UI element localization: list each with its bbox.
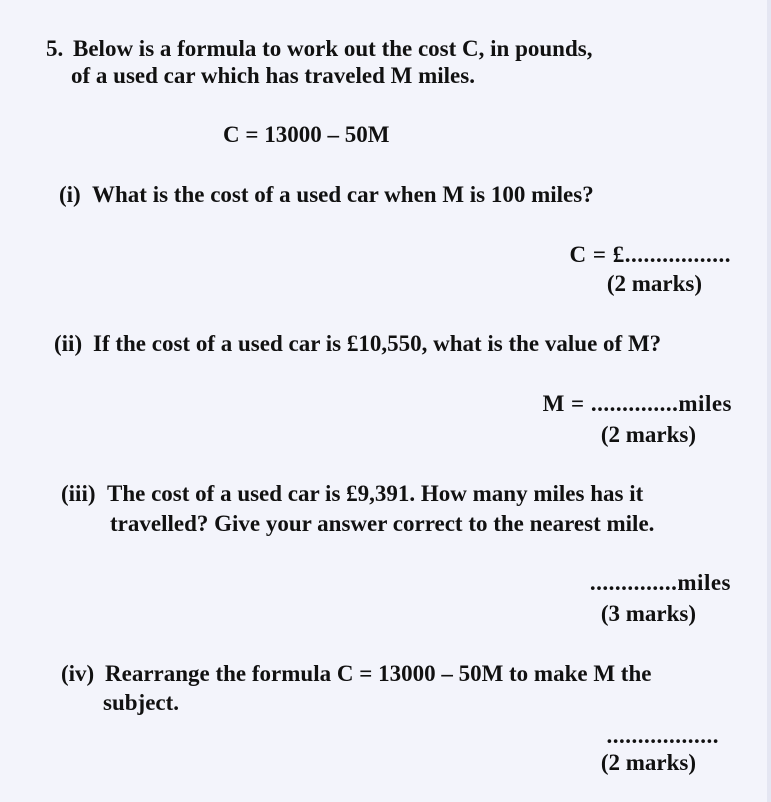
part-iii-answer-line[interactable]: ..............miles [589,570,731,595]
question-number: 5. [46,36,64,61]
part-iii-marks: (3 marks) [600,601,696,626]
part-i-answer-line[interactable]: C = £................. [569,242,731,267]
part-iii-question-line1: The cost of a used car is £9,391. How many miles has it [107,481,644,506]
part-iv-marks: (2 marks) [600,750,696,775]
part-iv-question-line2: subject. [103,690,180,715]
cost-formula: C = 13000 – 50M [223,122,390,147]
scan-edge [767,0,771,802]
part-iv-answer-line[interactable]: .................. [606,723,719,748]
question-intro-line2: of a used car which has traveled M miles. [71,63,475,88]
part-iii-question-line2: travelled? Give your answer correct to the nearest mile. [110,511,655,536]
question-intro-line1: Below is a formula to work out the cost C, in pounds, [73,36,593,61]
part-ii-question: If the cost of a used car is £10,550, what is the value of M? [93,331,662,356]
part-ii-marks: (2 marks) [600,422,696,447]
part-iv-question-line1: Rearrange the formula C = 13000 – 50M to make M the [105,661,652,686]
part-ii-answer-line[interactable]: M = ..............miles [542,391,732,416]
part-i-label: (i) [59,182,81,207]
part-i-marks: (2 marks) [606,271,702,296]
part-i-question: What is the cost of a used car when M is 100 miles? [92,182,594,207]
part-iii-label: (iii) [61,481,96,506]
part-iv-label: (iv) [61,661,95,686]
part-ii-label: (ii) [54,331,83,356]
